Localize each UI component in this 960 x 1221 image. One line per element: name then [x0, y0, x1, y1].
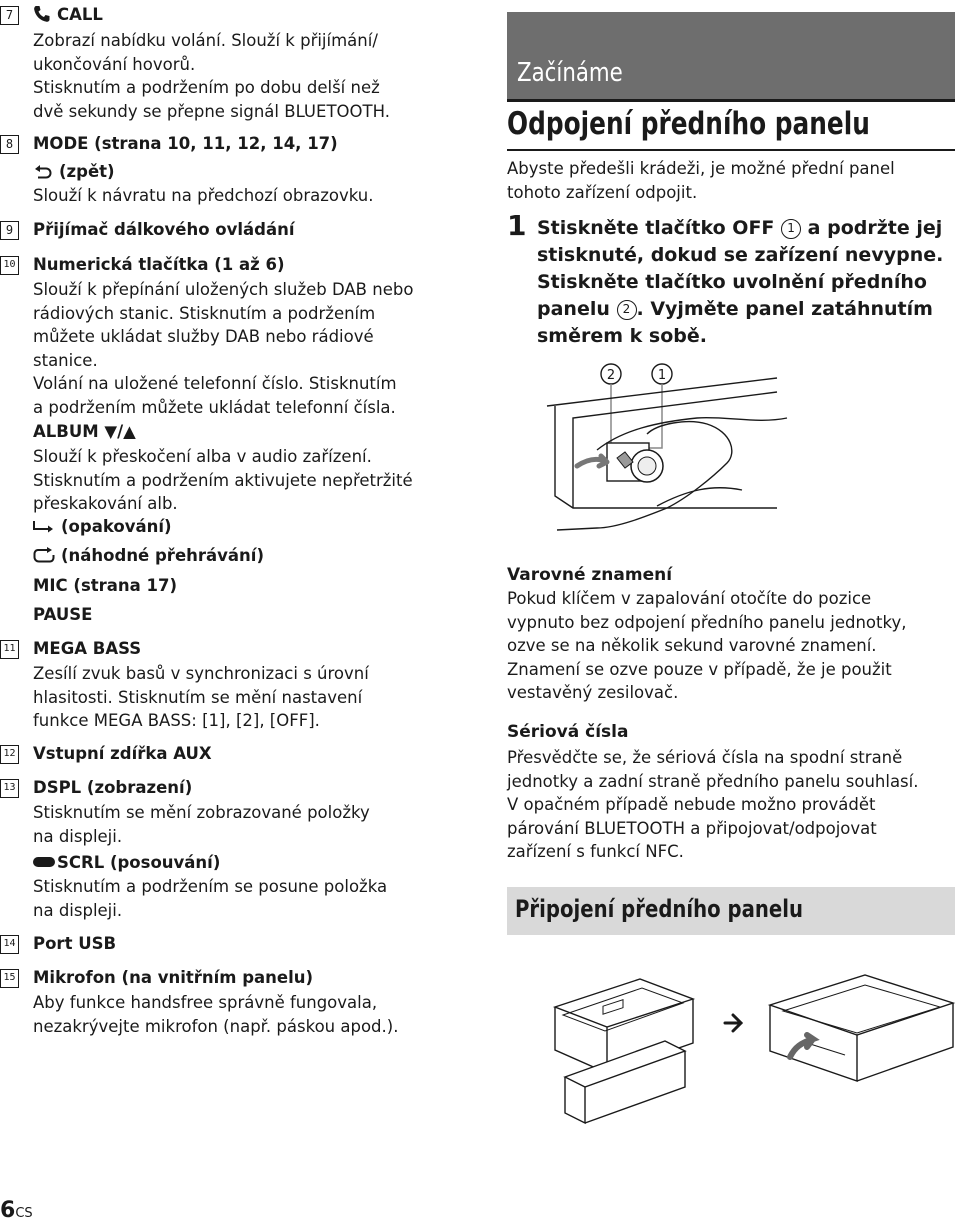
item-number: 9 [0, 221, 19, 240]
warning-heading: Varovné znamení [507, 565, 673, 585]
text-line: Abyste předešli krádeži, je možné přední panel [507, 159, 895, 178]
shuffle-icon [33, 546, 55, 564]
pill-icon [33, 857, 55, 867]
text-line: stanice. [33, 350, 98, 370]
text-line: Zesílí zvuk basů v synchronizaci s úrovní [33, 664, 369, 683]
scrl-heading [33, 853, 220, 872]
text-line: Znamení se ozve pouze v případě, že je použit [507, 659, 892, 679]
text-line: zařízení s funkcí NFC. [507, 842, 684, 862]
album-heading: ALBUM ▼/▲ [33, 422, 136, 441]
item-description [33, 29, 390, 123]
step-line [537, 296, 943, 323]
callout-1-marker: 1 [781, 219, 801, 239]
text-line: na displeji. [33, 900, 123, 920]
item-heading: DSPL (zobrazení) [33, 778, 193, 797]
text-line: Slouží k přepínání uložených služeb DAB nebo [33, 280, 414, 299]
item-number: 7 [0, 6, 19, 25]
item-number: 11 [0, 640, 19, 659]
pause-heading: PAUSE [33, 605, 93, 624]
attach-section-title: Připojení předního panelu [515, 895, 804, 923]
text-line: rádiových stanic. Stisknutím a podržením [33, 303, 376, 323]
page-number [0, 1198, 33, 1221]
repeat-icon [33, 519, 55, 535]
text-line: V opačném případě nebude možno provádět [507, 795, 876, 815]
text-line: Přesvědčte se, že sériová čísla na spodní straně [507, 748, 903, 767]
divider [507, 149, 955, 151]
step-number: 1 [507, 209, 527, 242]
text-line: Zobrazí nabídku volání. Slouží k přijímání/ [33, 31, 378, 50]
text-line: můžete ukládat služby DAB nebo rádiové [33, 327, 374, 347]
item-number: 15 [0, 969, 19, 988]
item-number: 14 [0, 935, 19, 954]
text-line: nezakrývejte mikrofon (např. páskou apod.). [33, 1016, 399, 1036]
item-number: 12 [0, 745, 19, 764]
step-line: Stiskněte tlačítko uvolnění předního [537, 271, 927, 293]
item-heading: Vstupní zdířka AUX [33, 744, 212, 763]
text-line: Stisknutím a podržením aktivujete nepřetržité [33, 470, 413, 490]
scrl-label: SCRL (posouvání) [57, 853, 221, 872]
language-code: CS [15, 1206, 33, 1221]
item-heading: MODE (strana 10, 11, 12, 14, 17) [33, 134, 338, 153]
item-description: Slouží k návratu na předchozí obrazovku. [33, 186, 374, 205]
text-line: Volání na uložené telefonní číslo. Stisknutím [33, 374, 397, 394]
item-heading [33, 5, 103, 24]
text-fragment: . Vyjměte panel zatáhnutím [636, 298, 933, 320]
text-line: ukončování hovorů. [33, 54, 196, 74]
phone-icon [33, 5, 51, 23]
attach-section-box [507, 887, 955, 935]
text-line: a podržením můžete ukládat telefonní čísla. [33, 397, 396, 417]
text-line: tohoto zařízení odpojit. [507, 182, 698, 202]
callout-2-marker: 2 [617, 300, 637, 320]
text-line: vestavěný zesilovač. [507, 683, 679, 703]
callout-2-label: 2 [606, 368, 616, 383]
item-number: 10 [0, 256, 19, 275]
item-description [33, 278, 413, 420]
text-line: Stisknutím a podržením po dobu delší než [33, 78, 380, 98]
step-line: směrem k sobě. [537, 325, 707, 347]
text-line: dvě sekundy se přepne signál BLUETOOTH. [33, 101, 390, 121]
warning-paragraph [507, 587, 906, 705]
scrl-description [33, 875, 387, 922]
item-description [33, 662, 369, 733]
serial-paragraph [507, 746, 918, 864]
callout-1-label: 1 [657, 368, 667, 383]
item-heading: Numerická tlačítka (1 až 6) [33, 255, 285, 274]
album-description [33, 445, 413, 516]
attach-panel-illustration [545, 955, 960, 1170]
mic-heading: MIC (strana 17) [33, 576, 178, 595]
section-title: Odpojení předního panelu [507, 106, 870, 142]
text-fragment: a podržte jej [807, 217, 943, 239]
text-fragment: Stiskněte tlačítko OFF [537, 217, 775, 239]
repeat-heading [33, 517, 172, 536]
intro-paragraph [507, 157, 895, 204]
step-line [537, 215, 943, 242]
text-line: Stisknutím a podržením se posune položka [33, 877, 388, 896]
item-description [33, 801, 370, 848]
call-label: CALL [57, 5, 103, 24]
back-arrow-icon [33, 164, 53, 180]
text-line: párování BLUETOOTH a připojovat/odpojovat [507, 818, 877, 838]
step-text [537, 215, 943, 350]
shuffle-heading [33, 546, 264, 565]
item-number: 8 [0, 135, 19, 154]
back-heading [33, 162, 115, 181]
text-line: Stisknutím se mění zobrazované položky [33, 803, 370, 822]
page-number-value: 6 [0, 1198, 16, 1221]
divider [507, 99, 955, 102]
text-line: na displeji. [33, 826, 123, 846]
item-heading: Přijímač dálkového ovládání [33, 220, 295, 239]
text-line: ozve se na několik sekund varovné znamení. [507, 636, 877, 656]
text-line: funkce MEGA BASS: [1], [2], [OFF]. [33, 711, 320, 731]
chapter-banner [507, 12, 955, 100]
shuffle-label: (náhodné přehrávání) [61, 546, 264, 565]
text-line: jednotky a zadní straně předního panelu souhlasí. [507, 771, 919, 791]
text-line: Aby funkce handsfree správně fungovala, [33, 993, 378, 1012]
text-line: Slouží k přeskočení alba v audio zařízení. [33, 447, 372, 466]
text-line: Pokud klíčem v zapalování otočíte do pozice [507, 589, 872, 608]
serial-heading: Sériová čísla [507, 722, 629, 742]
detach-panel-illustration [537, 358, 797, 548]
item-heading: Mikrofon (na vnitřním panelu) [33, 968, 314, 987]
item-heading: Port USB [33, 934, 117, 953]
step-line: stisknuté, dokud se zařízení nevypne. [537, 244, 944, 266]
text-fragment: panelu [537, 298, 610, 320]
item-description [33, 991, 398, 1038]
item-number: 13 [0, 779, 19, 798]
repeat-label: (opakování) [61, 517, 172, 536]
text-line: hlasitosti. Stisknutím se mění nastavení [33, 687, 363, 707]
text-line: přeskakování alb. [33, 494, 178, 514]
text-line: vypnuto bez odpojení předního panelu jednotky, [507, 612, 907, 632]
item-heading: MEGA BASS [33, 639, 142, 658]
back-label: (zpět) [59, 162, 115, 181]
chapter-title: Začínáme [517, 58, 623, 88]
